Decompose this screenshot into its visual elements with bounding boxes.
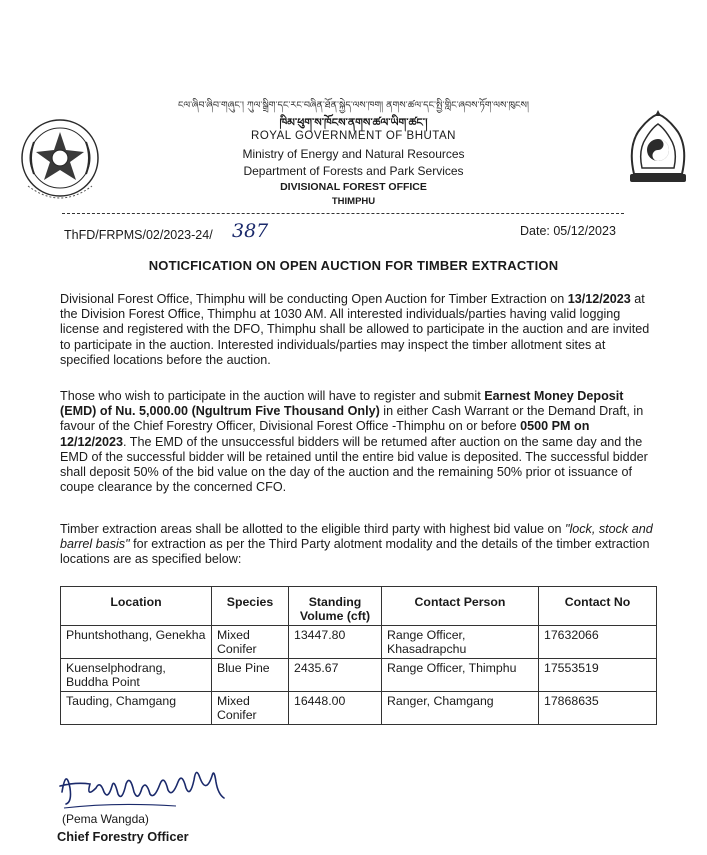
letterhead-department: Department of Forests and Park Services [243,164,464,178]
contact-no-cell: 17553519 [539,659,657,692]
letterhead-office: DIVISIONAL FOREST OFFICE [280,181,427,193]
species-cell: Blue Pine [212,659,289,692]
contact-person-cell: Range Officer, Khasadrapchu [382,626,539,659]
location-cell: Kuenselphodrang, Buddha Point [61,659,212,692]
table-row [61,659,657,692]
paragraph-text: in either Cash Warrant or the Demand Draft, in favour of the Chief Forestry Officer, Divisional Forest Office -Thimphu on or before [60,404,644,434]
volume-cell: 2435.67 [289,659,382,692]
letterhead-dzongkha-office: ཁིམ་ཕུག་ས་ཁོངས་ནགས་ཚལ་ཡིག་ཚང་། [279,116,428,129]
paragraph-text: Timber extraction areas shall be allotted to the eligible third party with highest bid value on [60,522,565,536]
column-header-location: Location [61,587,212,626]
signatory-name: (Pema Wangda) [62,812,149,826]
allotment-basis: "lock, stock and barrel basis" [60,522,653,552]
column-header-contact-person: Contact Person [382,587,539,626]
volume-cell: 16448.00 [289,692,382,725]
species-cell: Mixed Conifer [212,626,289,659]
handwritten-signature [56,758,236,814]
species-cell: Mixed Conifer [212,692,289,725]
paragraph-text: Those who wish to participate in the auction will have to register and submit [60,389,485,403]
column-header-volume: Standing Volume (cft) [289,587,382,626]
letterhead-dzongkha-line: ངལ་ཞིབ་ཞིབ་གཞུང༌། ཀུལ་སྒྲིག་དང༌རང་བཞིན་ཐོན་སྐྱེད་ལས་ཁག། ནགས་ཚལ་དང་སྤྱི་གླིང་ཞབས་ཏོག་ལས་ཁུངས། [177,100,530,111]
letterhead-divider [62,213,624,214]
emd-amount: Earnest Money Deposit (EMD) of Nu. 5,000.00 (Ngultrum Five Thousand Only) [60,389,624,419]
column-header-species: Species [212,587,289,626]
volume-cell: 13447.80 [289,626,382,659]
paragraph-auction-details [60,292,657,368]
timber-locations-table [60,586,657,725]
letterhead-ministry: Ministry of Energy and Natural Resources [242,147,465,161]
letter-date: Date: 05/12/2023 [520,224,616,238]
paragraph-text: . The EMD of the unsuccessful bidders will be retumed after auction on the same day and the EMD of the successful bidder will be retained until the entire bid value is deposited. The successful bidder shall deposit 50% of the bid value on the day of the auction and the remaining 50% prior ot issuance of coupe clearance by the concerned CFO. [60,434,648,495]
paragraph-text: at the Division Forest Office, Thimphu at 1030 AM. All interested individuals/parties having valid logging license and registered with the DFO, Thimphu shall be allowed to participate in the auction and are invited to participate in the auction. Interested individuals/parties may inspect the timber allotment sites at specified locations before the auction. [60,292,650,367]
table-header-row [61,587,657,626]
contact-person-cell: Range Officer, Thimphu [382,659,539,692]
column-header-contact-no: Contact No [539,587,657,626]
auction-date: 13/12/2023 [567,292,631,306]
letterhead-government: ROYAL GOVERNMENT OF BHUTAN [251,130,456,142]
paragraph-allotment [60,522,657,568]
location-cell: Phuntshothang, Genekha [61,626,212,659]
notice-title: NOTICFICATION ON OPEN AUCTION FOR TIMBER EXTRACTION [148,258,559,273]
contact-person-cell: Ranger, Chamgang [382,692,539,725]
table-row [61,626,657,659]
table-row [61,692,657,725]
letterhead-location: THIMPHU [331,196,376,207]
registration-deadline: 0500 PM on 12/12/2023 [60,419,590,449]
paragraph-text: Divisional Forest Office, Thimphu will be conducting Open Auction for Timber Extraction on [60,292,568,306]
paragraph-text: for extraction as per the Third Party alotment modality and the details of the timber extraction locations are as specified below: [60,537,650,567]
reference-number: ThFD/FRPMS/02/2023-24/ [64,228,213,242]
contact-no-cell: 17632066 [539,626,657,659]
contact-no-cell: 17868635 [539,692,657,725]
signatory-title: Chief Forestry Officer [57,829,189,844]
location-cell: Tauding, Chamgang [61,692,212,725]
paragraph-emd-requirements [60,389,657,495]
handwritten-reference-number: 387 [232,220,269,242]
